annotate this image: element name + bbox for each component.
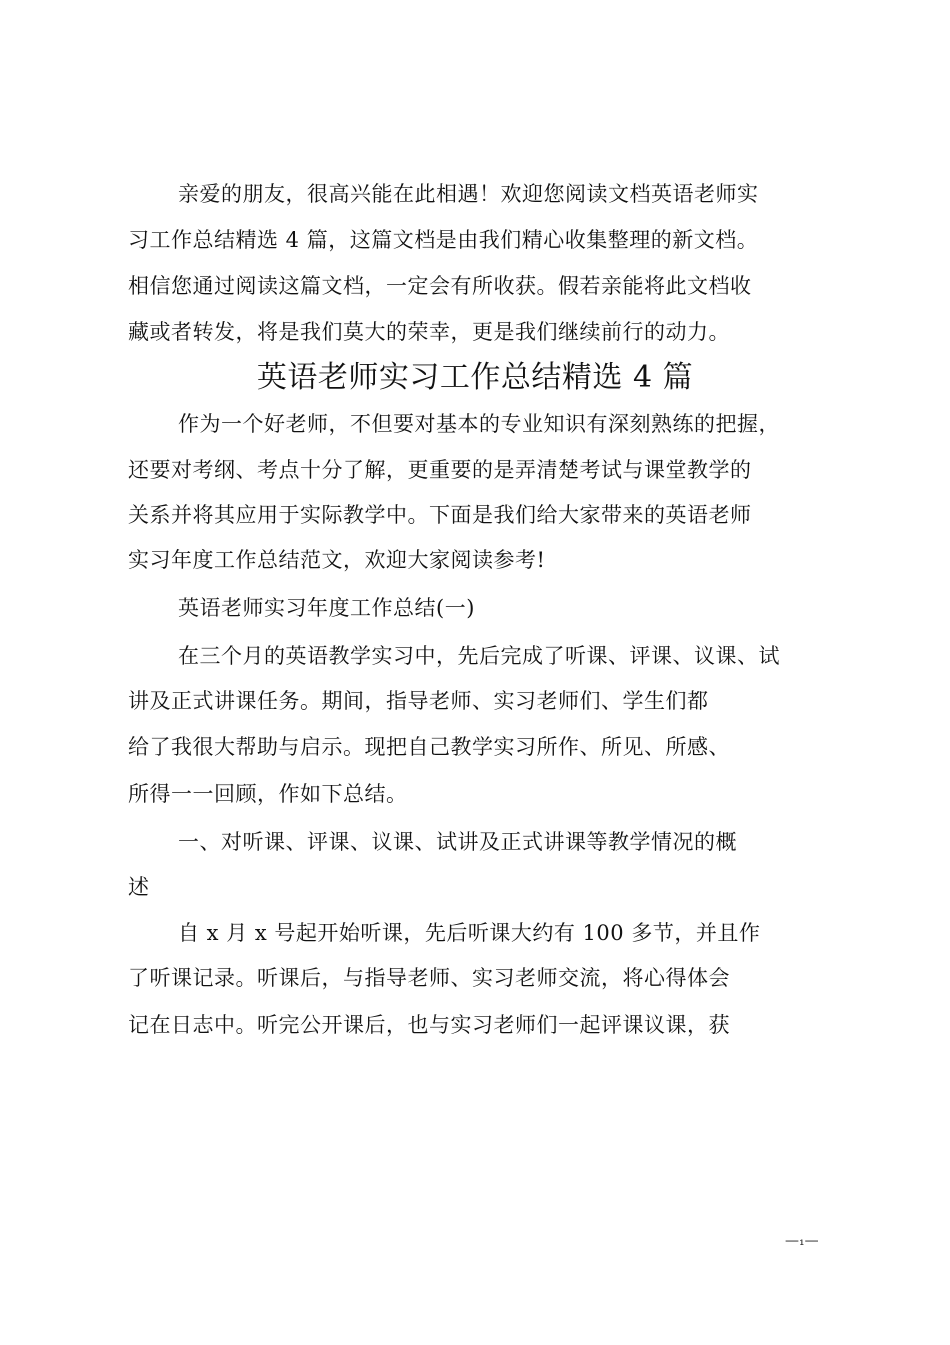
body-line: 自 x 月 x 号起开始听课，先后听课大约有 100 多节，并且作 — [178, 921, 761, 945]
body-line: 了听课记录。听课后，与指导老师、实习老师交流，将心得体会 — [128, 966, 730, 990]
subheading-line: 一、对听课、评课、议课、试讲及正式讲课等教学情况的概 — [178, 830, 737, 854]
body-line: 作为一个好老师，不但要对基本的专业知识有深刻熟练的把握， — [178, 412, 780, 436]
body-line: 在三个月的英语教学实习中，先后完成了听课、评课、议课、试 — [178, 644, 780, 668]
intro-line: 相信您通过阅读这篇文档，一定会有所收获。假若亲能将此文档收 — [128, 274, 752, 298]
subheading-line: 述 — [128, 875, 150, 899]
intro-line: 藏或者转发，将是我们莫大的荣幸，更是我们继续前行的动力。 — [128, 320, 730, 344]
body-line: 实习年度工作总结范文，欢迎大家阅读参考! — [128, 548, 546, 572]
body-line: 还要对考纲、考点十分了解，更重要的是弄清楚考试与课堂教学的 — [128, 458, 752, 482]
intro-line: 习工作总结精选 4 篇，这篇文档是由我们精心收集整理的新文档。 — [128, 228, 759, 252]
body-line: 讲及正式讲课任务。期间，指导老师、实习老师们、学生们都 — [128, 689, 709, 713]
intro-line: 亲爱的朋友，很高兴能在此相遇！欢迎您阅读文档英语老师实 — [178, 182, 759, 206]
body-line: 关系并将其应用于实际教学中。下面是我们给大家带来的英语老师 — [128, 503, 752, 527]
body-line: 记在日志中。听完公开课后，也与实习老师们一起评课议课，获 — [128, 1013, 730, 1037]
page-number: —₁— — [785, 1233, 819, 1249]
section-heading: 英语老师实习年度工作总结(一) — [178, 596, 475, 620]
body-line: 所得一一回顾，作如下总结。 — [128, 782, 408, 806]
body-line: 给了我很大帮助与启示。现把自己教学实习所作、所见、所感、 — [128, 735, 730, 759]
document-title: 英语老师实习工作总结精选 4 篇 — [256, 360, 694, 395]
